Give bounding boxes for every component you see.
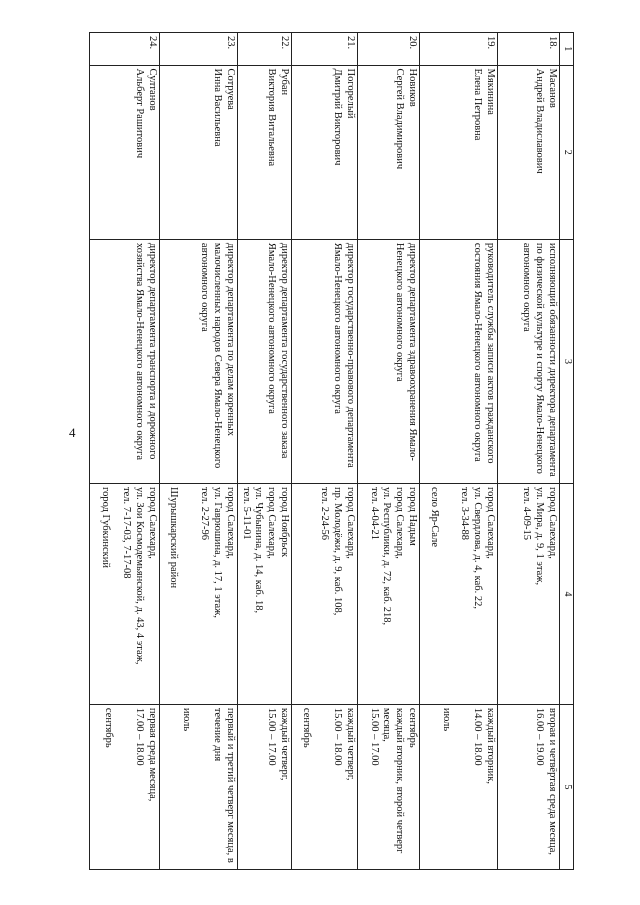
field-reception-location: село Яр-Сале (428, 487, 440, 548)
table-row (498, 33, 560, 870)
official-position: исполняющий обязанности директора департамента по физической культуре и спорту Ямало-Ненецкого автономного округа (498, 239, 560, 483)
column-number-row (560, 33, 574, 870)
reception-address: город Салехард, ул. Свердлова, д. 4, каб. 22, тел. 3-34-88 село Яр-Сале (420, 484, 498, 705)
official-position: руководитель службы записи актов гражданского состояния Ямало-Ненецкого автономного округа (420, 239, 498, 483)
official-name: Новиков Сергей Владимирович (358, 65, 420, 239)
official-position: директор департамента транспорта и дорожного хозяйства Ямало-Ненецкого автономного округа (89, 239, 159, 483)
row-number: 23. (159, 33, 237, 66)
field-reception-month: июль (181, 707, 193, 732)
field-reception-month: сентябрь (103, 707, 115, 748)
table-row (159, 33, 237, 870)
official-position: директор департамента по делам коренных малочисленных народов Севера Ямало-Ненецкого автономного округа (159, 239, 237, 483)
official-position: директор департамента государственного заказа Ямало-Ненецкого автономного округа (237, 239, 291, 483)
rotated-table-wrapper (94, 32, 574, 870)
row-number: 21. (292, 33, 358, 66)
reception-address: город Салехард, ул. Мира, д. 9, 1 этаж, тел. 4-09-15 (498, 484, 560, 705)
row-number: 19. (420, 33, 498, 66)
table-row (292, 33, 358, 870)
column-header: 3 (560, 239, 574, 483)
reception-schedule: каждый четверг, 15.00 – 17.00 (237, 704, 291, 869)
column-header: 5 (560, 704, 574, 869)
official-name: Мякинина Елена Петровна (420, 65, 498, 239)
official-position: директор государственно-правового департамента Ямало-Ненецкого автономного округа (292, 239, 358, 483)
table-row (237, 33, 291, 870)
reception-schedule: первая среда месяца, 17.00 – 18.00 сентябрь (89, 704, 159, 869)
row-number: 20. (358, 33, 420, 66)
reception-address: город Салехард, ул. Гаврюшина, д. 17, 1 этаж, тел. 2-27-96 Шурышкарский район (159, 484, 237, 705)
page-number: 4 (69, 425, 76, 440)
field-reception-location: Шурышкарский район (168, 487, 180, 589)
field-reception-location: город Надым (407, 487, 418, 546)
field-reception-month: сентябрь (301, 707, 313, 748)
field-reception-month: сентябрь (407, 707, 418, 748)
reception-address: город Надым город Салехард, ул. Республики, д. 72, каб. 218, тел. 4-04-21 (358, 484, 420, 705)
field-reception-location: город Ноябрьск (279, 487, 290, 558)
column-header: 4 (560, 484, 574, 705)
official-name: Погорелый Дмитрий Викторович (292, 65, 358, 239)
row-number: 22. (237, 33, 291, 66)
row-number: 18. (498, 33, 560, 66)
table-row (358, 33, 420, 870)
table-row (89, 33, 159, 870)
official-name: Сотруева Инна Васильевна (159, 65, 237, 239)
reception-schedule: первый и третий четверг месяца, в течение дня июль (159, 704, 237, 869)
reception-address: город Ноябрьск город Салехард, ул. Чубынина, д. 14, каб. 18, тел. 5-11-01 (237, 484, 291, 705)
reception-schedule: вторая и четвёртая среда месяца, 16.00 – 19.00 (498, 704, 560, 869)
field-reception-location: город Губкинский (100, 487, 112, 568)
table-row (420, 33, 498, 870)
column-header: 1 (560, 33, 574, 66)
reception-schedule-table (89, 32, 574, 870)
column-header: 2 (560, 65, 574, 239)
official-name: Султанов Альберт Рашитович (89, 65, 159, 239)
official-position: директор департамента здравоохранения Ямало-Ненецкого автономного округа (358, 239, 420, 483)
official-name: Масанов Андрей Владиславович (498, 65, 560, 239)
reception-schedule: сентябрь каждый вторник, второй четверг месяца, 15.00 – 17.00 (358, 704, 420, 869)
reception-schedule: каждый вторник, 14.00 – 18.00 июль (420, 704, 498, 869)
field-reception-month: июль (441, 707, 453, 732)
row-number: 24. (89, 33, 159, 66)
reception-address: город Салехард, пр. Молодёжи, д. 9, каб. 108, тел. 2-24-56 (292, 484, 358, 705)
reception-schedule: каждый четверг, 15.00 – 18.00 сентябрь (292, 704, 358, 869)
reception-address: город Салехард, ул. Зои Космодемьянской, д. 43, 4 этаж, тел. 7-17-03, 7-17-08 город Губкинский (89, 484, 159, 705)
official-name: Рубан Виктория Витальевна (237, 65, 291, 239)
